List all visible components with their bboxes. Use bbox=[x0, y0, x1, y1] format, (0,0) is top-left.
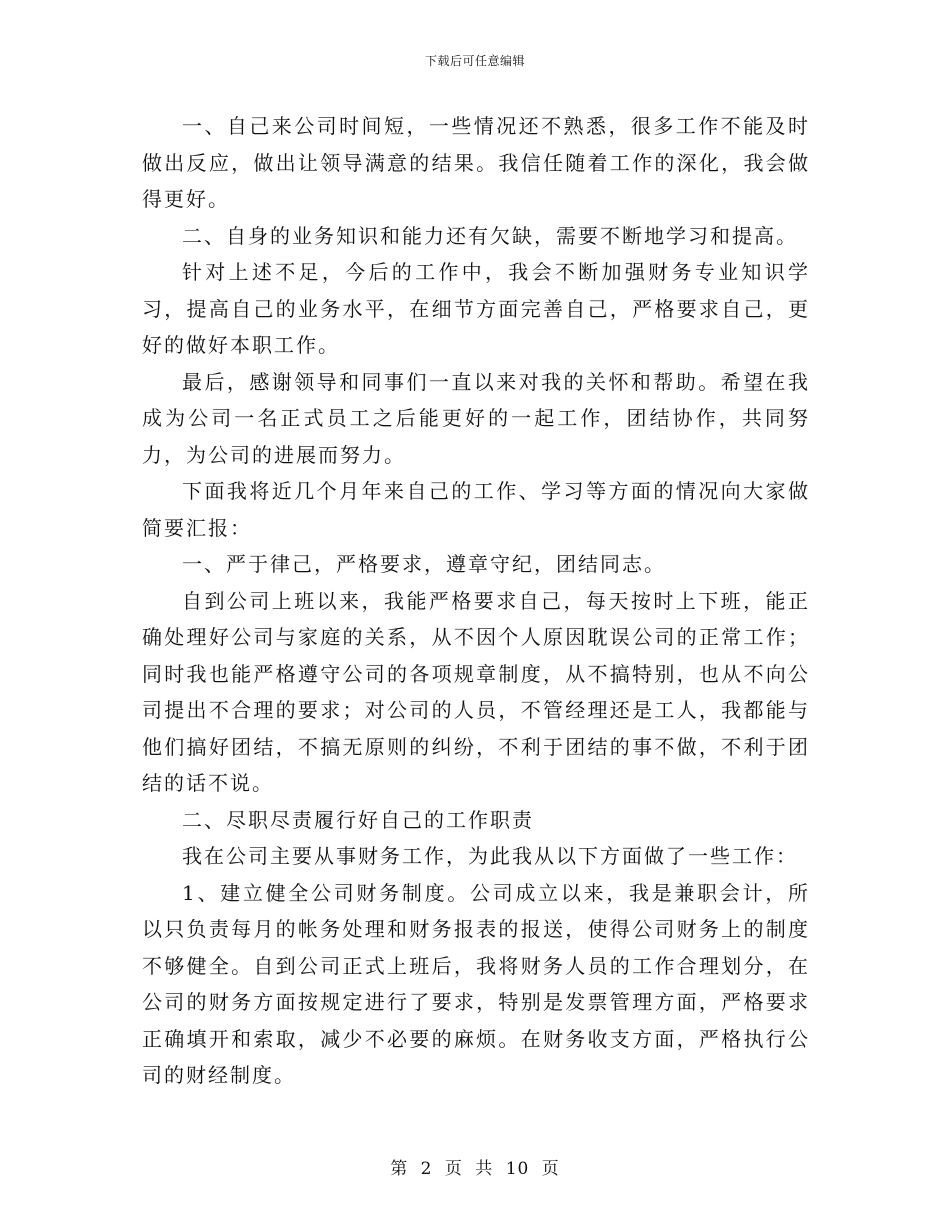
paragraph-2: 二、自身的业务知识和能力还有欠缺，需要不断地学习和提高。 bbox=[182, 223, 798, 248]
page-header: 下载后可任意编辑 bbox=[424, 54, 525, 68]
paragraph-8-heading: 二、尽职尽责履行好自己的工作职责 bbox=[182, 807, 534, 832]
paragraph-5: 下面我将近几个月年来自己的工作、学习等方面的情况向大家做简要汇报： bbox=[142, 479, 810, 540]
paragraph-9: 我在公司主要从事财务工作，为此我从以下方面做了一些工作： bbox=[182, 844, 798, 868]
paragraph-7: 自到公司上班以来，我能严格要求自己，每天按时上下班，能正确处理好公司与家庭的关系，从不因个人原因耽误公司的正常工作；同时我也能严格遵守公司的各项规章制度，从不搞特别，也从不向公司提出不合理的要求；对公司的人员，不管经理还是工人，我都能与他们搞好团结，不搞无原则的纠纷，不利于团结的事不做，不利于团结的话不说。 bbox=[142, 588, 810, 795]
document-body bbox=[142, 108, 810, 1094]
paragraph-1: 一、自己来公司时间短，一些情况还不熟悉，很多工作不能及时做出反应，做出让领导满意的结果。我信任随着工作的深化，我会做得更好。 bbox=[142, 114, 810, 211]
paragraph-6-heading: 一、严于律己，严格要求，遵章守纪，团结同志。 bbox=[182, 552, 666, 576]
page-number-footer: 第 2 页 共 10 页 bbox=[390, 1159, 560, 1179]
paragraph-10: 1、建立健全公司财务制度。公司成立以来，我是兼职会计，所以只负责每月的帐务处理和财务报表的报送，使得公司财务上的制度不够健全。自到公司正式上班后，我将财务人员的工作合理划分，在公司的财务方面按规定进行了要求，特别是发票管理方面，严格要求正确填开和索取，减少不必要的麻烦。在财务收支方面，严格执行公司的财经制度。 bbox=[142, 880, 810, 1087]
paragraph-4: 最后，感谢领导和同事们一直以来对我的关怀和帮助。希望在我成为公司一名正式员工之后能更好的一起工作，团结协作，共同努力，为公司的进展而努力。 bbox=[142, 369, 810, 467]
paragraph-3: 针对上述不足，今后的工作中，我会不断加强财务专业知识学习，提高自己的业务水平，在细节方面完善自己，严格要求自己，更好的做好本职工作。 bbox=[142, 260, 810, 357]
